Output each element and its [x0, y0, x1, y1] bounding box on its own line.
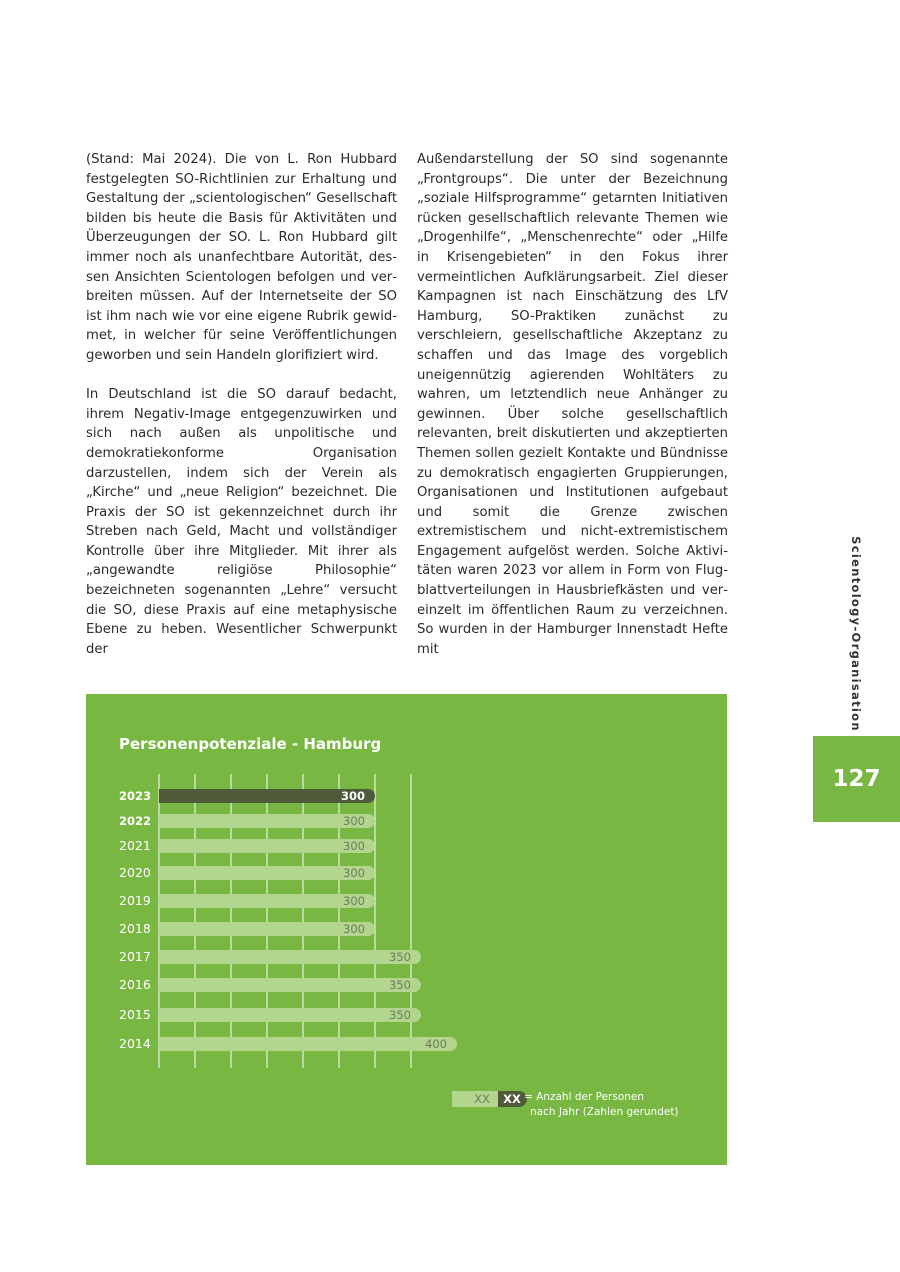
data-label: 350	[389, 1008, 411, 1022]
data-label: 400	[425, 1037, 447, 1051]
paragraph: (Stand: Mai 2024). Die von L. Ron Hubbard festgelegten SO-Richtlinien zur Erhaltung und Gestaltung der „scientologischen“ Gesellschaft bilden bis heute die Basis für Aktivitäten und Überzeugungen der SO. L. Ron Hubbard gilt immer noch als unanfechtbare Autorität, dessen Ansichten Scientologen befolgen und verbreiten müssen. Auf der Internetseite der SO ist ihm nach wie vor eine eigene Rubrik gewidmet, in welcher für seine Veröffentlichungen geworben und sein Handeln glorifiziert wird.	[86, 152, 397, 363]
data-label: 300	[343, 839, 365, 853]
bar	[159, 1037, 457, 1051]
year-label: 2017	[119, 949, 151, 964]
legend-label	[524, 1090, 679, 1120]
year-label: 2023	[119, 789, 152, 803]
year-label: 2014	[119, 1036, 151, 1051]
bar	[159, 1008, 421, 1022]
data-label: 300	[340, 789, 365, 803]
bar	[159, 950, 421, 964]
year-label: 2016	[119, 977, 151, 992]
paragraph: In Deutschland ist die SO darauf bedacht, ihrem Negativ-Image entgegenzuwirken und sich nach außen als unpolitische und demokratiekonforme Organisation darzustellen, indem sich der Verein als „Kirche“ und „neue Religion“ bezeichnet. Die Praxis der SO ist gekennzeichnet durch ihr Streben nach Geld, Macht und vollständiger Kontrolle über ihre Mitglieder. Mit ihrer als „angewandte religiöse Philosophie“ bezeichneten sogenannten „Lehre“ versucht die SO, diese Praxis auf eine metaphysische Ebene zu heben. Wesentlicher Schwerpunkt der	[86, 387, 397, 657]
legend-sample-light-label: XX	[474, 1092, 490, 1106]
page-number: 127	[813, 736, 900, 822]
year-label: 2018	[119, 921, 151, 936]
year-label: 2020	[119, 865, 151, 880]
chart-panel	[86, 694, 727, 1165]
text-column-right	[417, 150, 728, 679]
paragraph: Außendarstellung der SO sind sogenannte „Frontgroups“. Die unter der Bezeichnung „soziale Hilfsprogramme“ getarnten Initiativen rücken gesellschaftlich relevante Themen wie „Drogenhilfe“, „Menschenrechte“ oder „Hilfe in Krisengebieten“ in den Fokus ihrer vermeintlichen Aufklärungsarbeit. Ziel dieser Kampagnen ist nach Einschätzung des LfV Hamburg, SO-Praktiken zunächst zu verschleiern, gesellschaftliche Akzeptanz zu schaffen und das Image des vorgeblich uneigennützig agierenden Wohltäters zu wahren, um letztendlich neue Anhänger zu gewinnen. Über solche gesellschaftlich relevanten, breit diskutierten und akzeptierten Themen sollen gezielt Kontakte und Bündnisse zu demokratisch engagierten Gruppierungen, Organisationen und Institutionen aufgebaut und somit die Grenze zwischen extremistischem und nicht-extremistischem Engagement aufgelöst werden. Solche Aktivitäten waren 2023 vor allem in Form von Flugblattverteilungen in Hausbriefkästen und vereinzelt im öffentlichen Raum zu verzeichnen. So wurden in der Hamburger Innenstadt Hefte mit	[417, 152, 728, 657]
data-label: 350	[389, 978, 411, 992]
text-column-left	[86, 150, 397, 679]
year-label: 2015	[119, 1007, 151, 1022]
legend-line: nach Jahr (Zahlen gerundet)	[530, 1106, 679, 1118]
chart-title: Personenpotenziale - Hamburg	[119, 735, 382, 753]
year-label: 2019	[119, 893, 151, 908]
data-label: 300	[343, 866, 365, 880]
data-label: 300	[343, 894, 365, 908]
bar	[159, 978, 421, 992]
section-title-vertical: Scientology-Organisation	[849, 536, 863, 732]
legend-sample-dark-label: XX	[503, 1092, 521, 1106]
legend-line: = Anzahl der Personen	[524, 1091, 645, 1103]
year-label: 2021	[119, 838, 151, 853]
data-label: 300	[343, 814, 365, 828]
data-label: 350	[389, 950, 411, 964]
data-label: 300	[343, 922, 365, 936]
year-label: 2022	[119, 814, 152, 828]
